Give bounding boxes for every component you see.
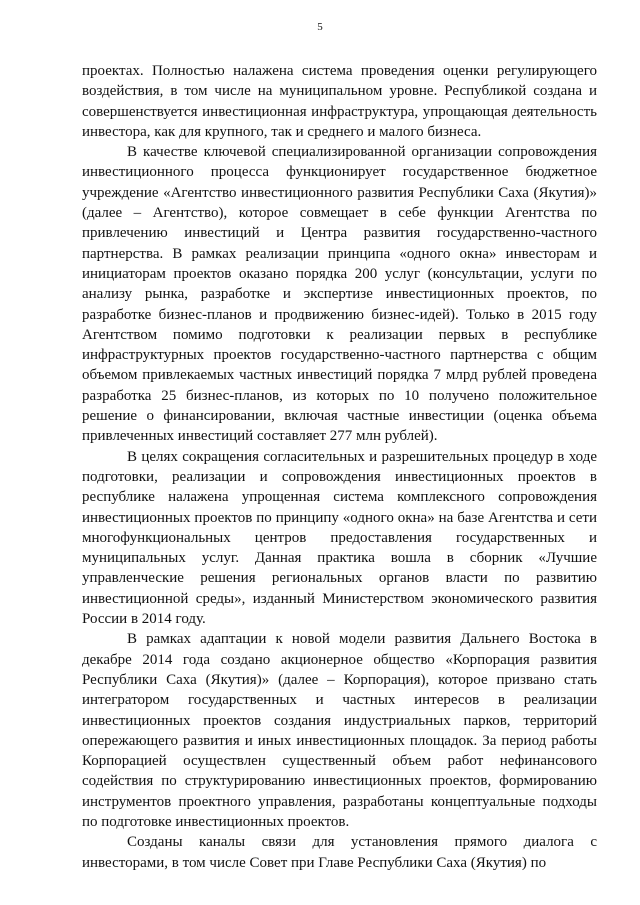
paragraph-3: В целях сокращения согласительных и разрешительных процедур в ходе подготовки, реализации и сопровождения инвестиционных проектов в республике налажена упрощенная система комплексного сопровождения инвестиционных проектов по принципу «одного окна» на базе Агентства и сети многофункциональных центров предоставления государственных и муниципальных услуг. Данная практика вошла в сборник «Лучшие управленческие решения региональных органов власти по развитию инвестиционной среды», изданный Министерством экономического развития России в 2014 году. — [82, 448, 597, 628]
paragraph-5: Созданы каналы связи для установления прямого диалога с инвесторами, в том числе Совет при Главе Республики Саха (Якутия) по — [82, 834, 597, 871]
paragraph-1: проектах. Полностью налажена система проведения оценки регулирующего воздействия, в том числе на муниципальном уровне. Республикой создана и совершенствуется инвестиционная инфраструктура, упрощающая деятельность инвестора, как для крупного, так и среднего и малого бизнеса. — [82, 63, 597, 140]
page-number: 5 — [317, 21, 323, 33]
document-body — [82, 61, 597, 873]
paragraph-4: В рамках адаптации к новой модели развития Дальнего Востока в декабре 2014 года создано акционерное общество «Корпорация развития Республики Саха (Якутия)» (далее – Корпорация), которое призвано стать интегратором государственных и частных интересов в реализации инвестиционных проектов создания индустриальных парков, территорий опережающего развития и иных инвестиционных площадок. За период работы Корпорацией осуществлен существенный объем работ нефинансового содействия по структурированию инвестиционных проектов, формированию инструментов проектного управления, разработаны концептуальные подходы по подготовке инвестиционных проектов. — [82, 631, 597, 830]
paragraph-2: В качестве ключевой специализированной организации сопровождения инвестиционного процесса функционирует государственное бюджетное учреждение «Агентство инвестиционного развития Республики Саха (Якутия)» (далее – Агентство), которое совмещает в себе функции Агентства по привлечению инвестиций и Центра развития государственно-частного партнерства. В рамках реализации принципа «одного окна» инвесторам и инициаторам проектов оказано порядка 200 услуг (консультации, услуги по анализу рынка, разработке и экспертизе инвестиционных проектов, по разработке бизнес-планов и продвижению бизнес-идей). Только в 2015 году Агентством помимо подготовки к реализации первых в республике инфраструктурных проектов государственно-частного партнерства с общим объемом привлекаемых частных инвестиций порядка 7 млрд рублей проведена разработка 25 бизнес-планов, из которых по 10 получено положительное решение о финансировании, включая частные инвестиции (оценка объема привлеченных инвестиций составляет 277 млн рублей). — [82, 144, 597, 445]
